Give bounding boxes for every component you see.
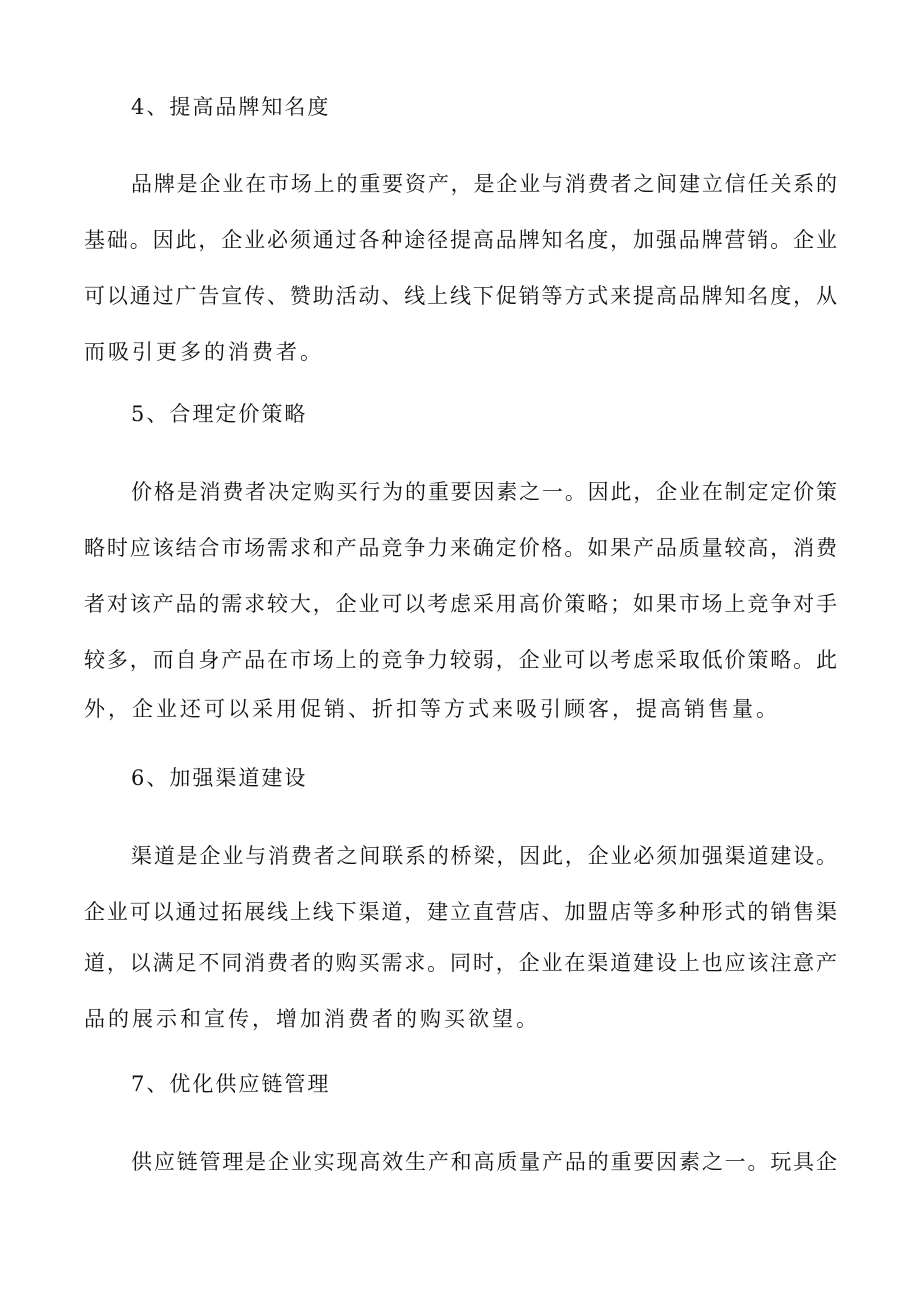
paragraph-line: 略时应该结合市场需求和产品竞争力来确定价格。如果产品质量较高，消费	[84, 536, 837, 560]
paragraph-line: 可以通过广告宣传、赞助活动、线上线下促销等方式来提高品牌知名度，从	[84, 284, 837, 308]
paragraph-line: 企业可以通过拓展线上线下渠道，建立直营店、加盟店等多种形式的销售渠	[84, 900, 837, 924]
section-heading-6: 6、加强渠道建设	[131, 766, 308, 790]
paragraph-line: 而吸引更多的消费者。	[84, 340, 324, 364]
paragraph-line: 基础。因此，企业必须通过各种途径提高品牌知名度，加强品牌营销。企业	[84, 228, 837, 252]
paragraph-line: 渠道是企业与消费者之间联系的桥梁，因此，企业必须加强渠道建设。	[131, 844, 837, 868]
paragraph-line: 品的展示和宣传，增加消费者的购买欲望。	[84, 1007, 540, 1031]
section-heading-5: 5、合理定价策略	[131, 402, 308, 426]
paragraph-line: 道，以满足不同消费者的购买需求。同时，企业在渠道建设上也应该注意产	[84, 951, 837, 975]
paragraph-line: 较多，而自身产品在市场上的竞争力较弱，企业可以考虑采取低价策略。此	[84, 648, 837, 672]
paragraph-line: 外，企业还可以采用促销、折扣等方式来吸引顾客，提高销售量。	[84, 697, 780, 721]
paragraph-line: 者对该产品的需求较大，企业可以考虑采用高价策略；如果市场上竞争对手	[84, 592, 837, 616]
paragraph-line: 供应链管理是企业实现高效生产和高质量产品的重要因素之一。玩具企	[131, 1150, 837, 1174]
section-heading-4: 4、提高品牌知名度	[131, 95, 331, 119]
paragraph-line: 价格是消费者决定购买行为的重要因素之一。因此，企业在制定定价策	[131, 480, 837, 504]
section-heading-7: 7、优化供应链管理	[131, 1072, 331, 1096]
paragraph-line: 品牌是企业在市场上的重要资产，是企业与消费者之间建立信任关系的	[131, 172, 837, 196]
